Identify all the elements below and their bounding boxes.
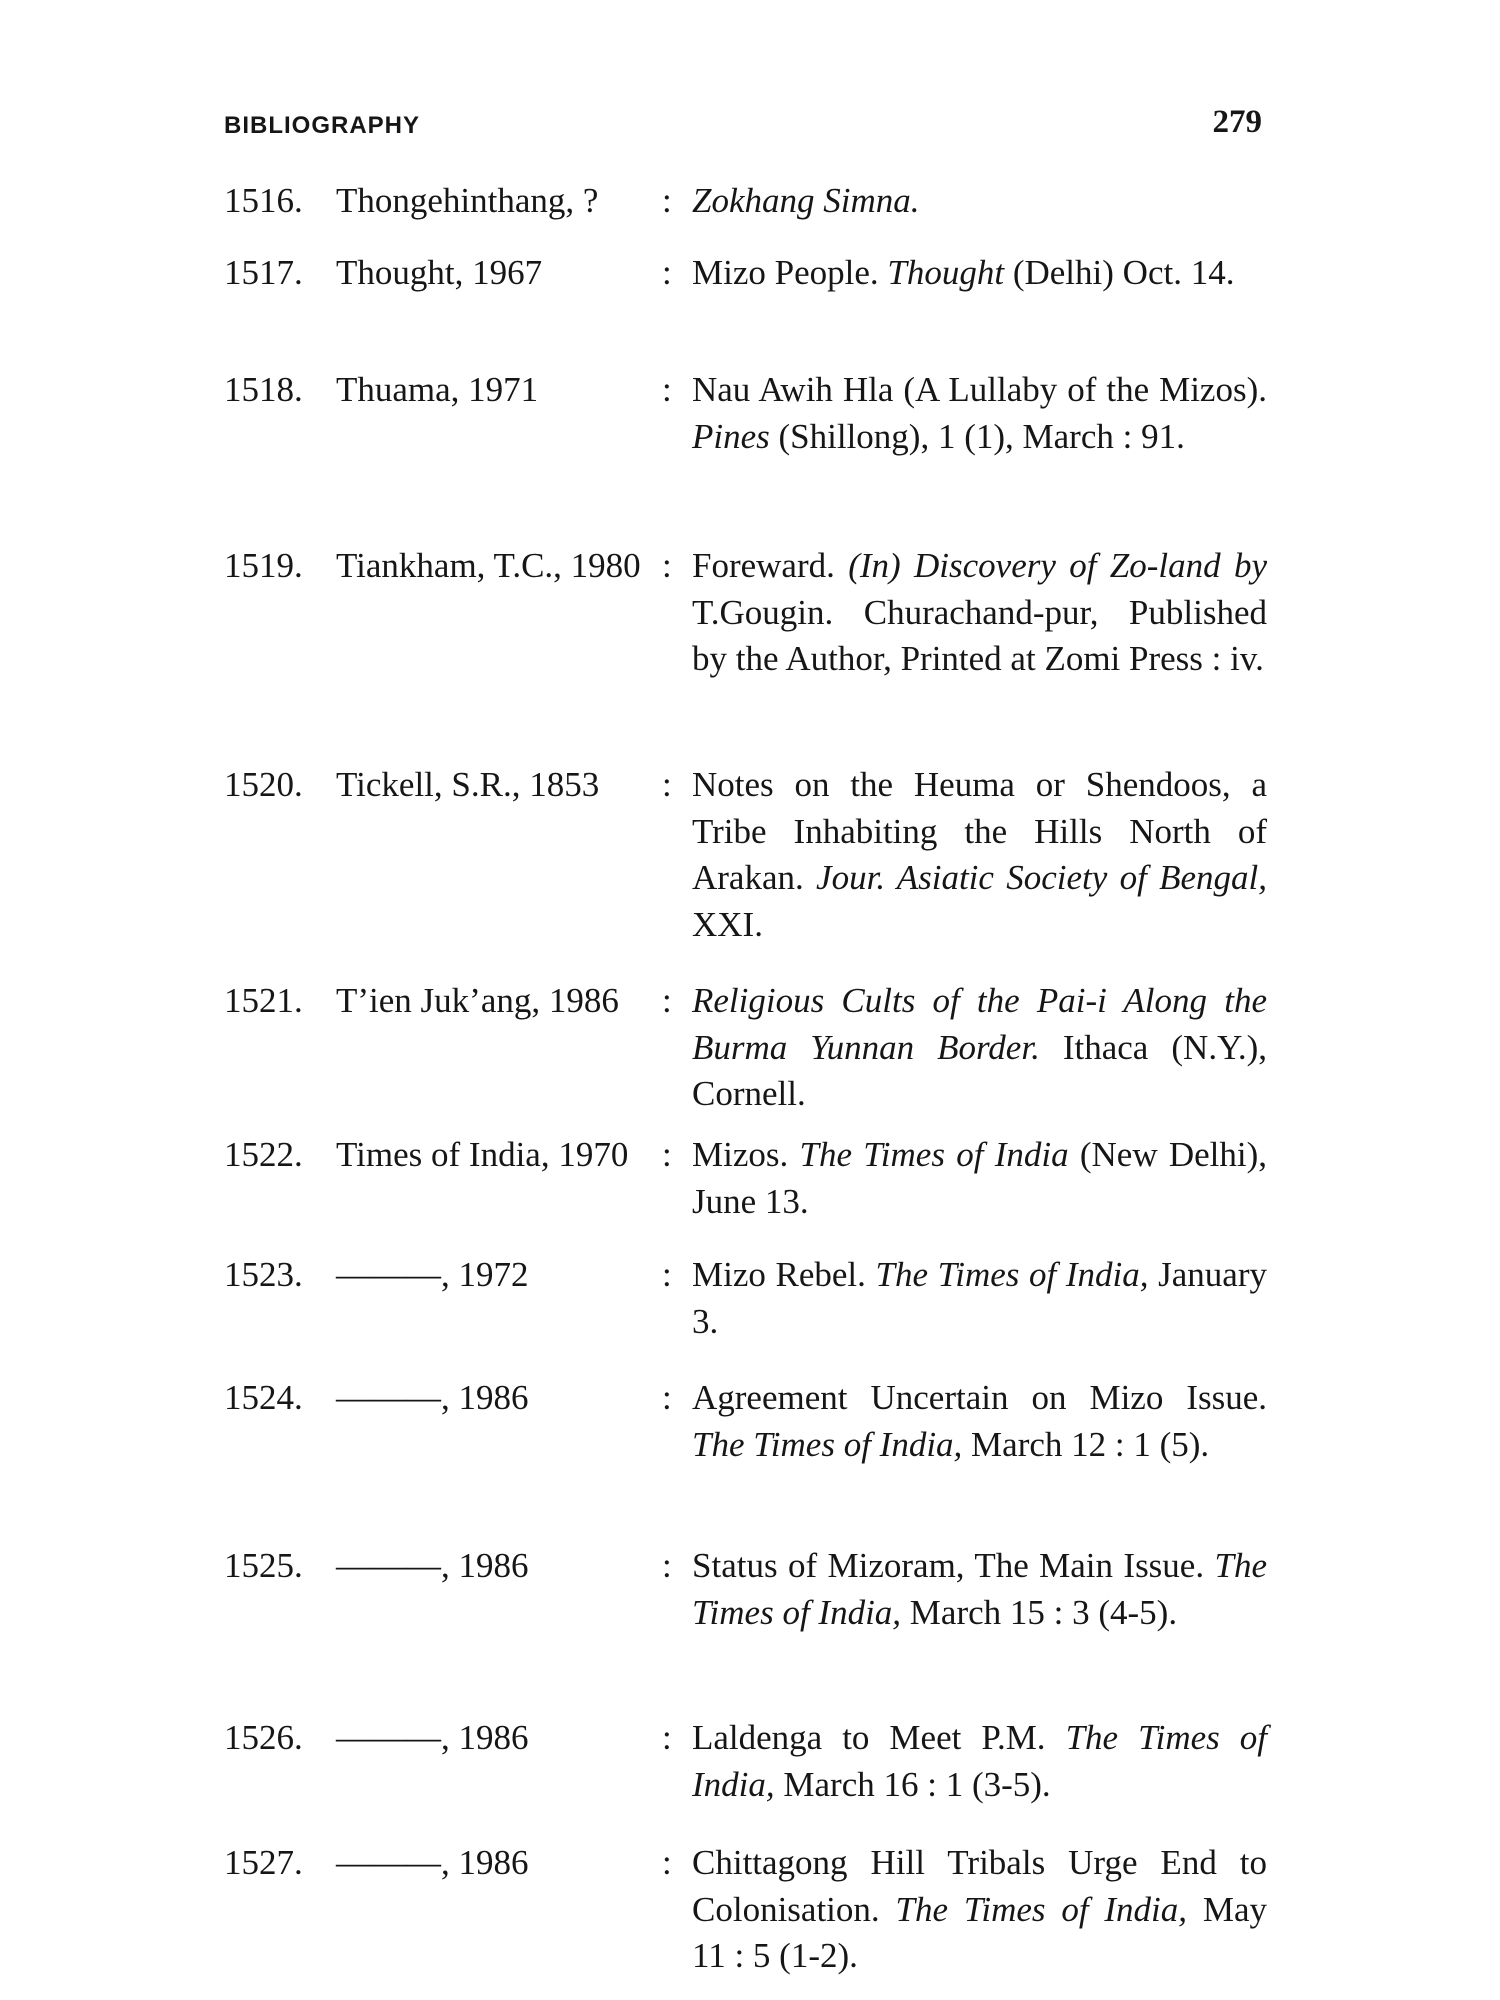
entry-author: ———, 1986: [336, 1546, 529, 1585]
reference-segment: Ithaca (N.Y.), Cornell.: [692, 1027, 1267, 1113]
reference-italic-segment: The Times of India,: [692, 1424, 963, 1464]
reference-segment: Status of Mizoram, The Main Issue.: [692, 1546, 1215, 1585]
entry-reference: [692, 1252, 1267, 1345]
entry-author: Tiankham, T.C., 1980: [336, 546, 641, 585]
entry-separator: :: [662, 1378, 672, 1417]
reference-segment: (Delhi) Oct. 14.: [1004, 253, 1235, 292]
entry-number: 1520.: [224, 765, 303, 804]
entry-author: ———, 1986: [336, 1843, 529, 1882]
entry-separator: :: [662, 370, 672, 409]
entry-author: Thought, 1967: [336, 253, 543, 292]
reference-segment: Mizo People.: [692, 253, 888, 292]
entry-separator: :: [662, 1255, 672, 1294]
reference-segment: Mizos.: [692, 1135, 800, 1174]
reference-segment: May 11 : 5 (1-2).: [692, 1889, 1267, 1975]
entry-author: ———, 1972: [336, 1255, 529, 1294]
entry-number: 1525.: [224, 1546, 303, 1585]
entry-author: Thuama, 1971: [336, 370, 539, 409]
reference-segment: January 3.: [692, 1255, 1267, 1341]
entry-separator: :: [662, 765, 672, 804]
reference-segment: T.Gougin. Churachand-pur, Published by the Author, Printed at Zomi Press : iv.: [692, 592, 1267, 678]
entry-reference: [692, 178, 1267, 225]
entry-number: 1521.: [224, 981, 303, 1020]
entry-separator: :: [662, 253, 672, 292]
entry-number: 1527.: [224, 1843, 303, 1882]
entry-separator: :: [662, 981, 672, 1020]
reference-segment: (New Delhi), June 13.: [692, 1135, 1268, 1221]
entry-number: 1523.: [224, 1255, 303, 1294]
entry-author: Times of India, 1970: [336, 1135, 629, 1174]
entry-reference: [692, 978, 1267, 1118]
entry-author: Tickell, S.R., 1853: [336, 765, 600, 804]
entry-reference: [692, 1375, 1267, 1468]
entry-number: 1518.: [224, 370, 303, 409]
reference-italic-segment: The Times of India,: [692, 1546, 1267, 1632]
entry-number: 1517.: [224, 253, 303, 292]
entry-separator: :: [662, 1718, 672, 1757]
reference-italic-segment: Religious Cults of the Pai-i Along the Burma Yunnan Border.: [692, 981, 1267, 1067]
entry-author: ———, 1986: [336, 1378, 529, 1417]
reference-italic-segment: (In) Discovery of Zo-land by: [848, 546, 1268, 585]
reference-segment: Chittagong Hill Tribals Urge End to Colonisation.: [692, 1843, 1267, 1929]
reference-italic-segment: The Times of India,: [875, 1255, 1149, 1294]
reference-segment: March 16 : 1 (3-5).: [774, 1764, 1051, 1804]
entry-author: Thongehinthang, ?: [336, 181, 599, 220]
entry-number: 1524.: [224, 1378, 303, 1417]
running-head: [224, 104, 1262, 144]
reference-segment: March 12 : 1 (5).: [962, 1424, 1210, 1464]
entry-number: 1526.: [224, 1718, 303, 1757]
reference-segment: Mizo Rebel.: [692, 1255, 876, 1294]
entry-number: 1519.: [224, 546, 303, 585]
entry-reference: [692, 1840, 1267, 1980]
entry-number: 1516.: [224, 181, 303, 220]
reference-italic-segment: Jour. Asiatic Society of Bengal,: [816, 858, 1267, 897]
reference-segment: Foreward.: [692, 546, 849, 585]
reference-segment: Agreement Uncertain on Mizo Issue.: [692, 1378, 1267, 1417]
entry-separator: :: [662, 1135, 672, 1174]
entry-separator: :: [662, 1843, 672, 1882]
reference-segment: (Shillong), 1 (1), March : 91.: [769, 416, 1185, 456]
entry-separator: :: [662, 1546, 672, 1585]
reference-italic-segment: The Times of India: [799, 1135, 1069, 1174]
entry-reference: [692, 367, 1267, 460]
entry-reference: [692, 1132, 1267, 1225]
entry-number: 1522.: [224, 1135, 303, 1174]
reference-segment: Nau Awih Hla (A Lullaby of the Mizos).: [692, 370, 1267, 409]
entry-reference: [692, 762, 1267, 948]
entry-separator: :: [662, 181, 672, 220]
entry-separator: :: [662, 546, 672, 585]
page-number: 279: [1212, 104, 1262, 140]
reference-segment: Notes on the Heuma or Shendoos, a Tribe Inhabiting the Hills North of Arakan.: [692, 765, 1267, 897]
reference-italic-segment: Zokhang Simna.: [692, 181, 920, 220]
entry-reference: [692, 543, 1267, 683]
reference-italic-segment: Pines: [692, 416, 770, 456]
entry-reference: [692, 1715, 1267, 1808]
reference-segment: XXI.: [692, 904, 763, 944]
reference-italic-segment: Thought: [887, 253, 1005, 292]
entry-reference: [692, 1543, 1267, 1636]
section-title: BIBLIOGRAPHY: [224, 112, 421, 139]
reference-segment: Laldenga to Meet P.M.: [692, 1718, 1066, 1757]
reference-italic-segment: The Times of India,: [692, 1718, 1267, 1804]
entry-reference: [692, 250, 1267, 297]
entry-author: ———, 1986: [336, 1718, 529, 1757]
reference-italic-segment: The Times of India,: [895, 1889, 1188, 1929]
reference-segment: March 15 : 3 (4-5).: [901, 1592, 1178, 1632]
entry-author: T’ien Juk’ang, 1986: [336, 981, 619, 1020]
